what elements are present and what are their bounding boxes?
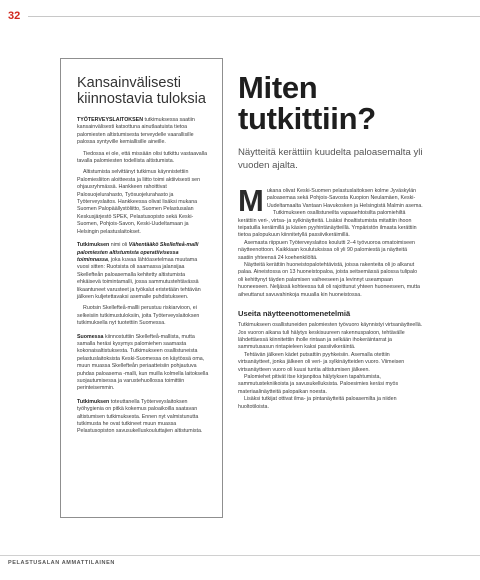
sidebar-box <box>60 58 223 518</box>
article-paragraph-5: Tutkimukseen osallistuneiden palomiesten työvuoro käynnistyi virtsanäytteellä. Jos vuoron aikana tuli hälytys keskisuureen rakennuspaloon, tehtävälle lähdettäessä kiinnitettiin iholle rintaan ja selkään ihokeräintarrat ja sammutusasun rintapieleen kaksi passiivikeräintä. <box>238 322 423 351</box>
sidebar-lead-word: TYÖTERVEYSLAITOKSEN <box>77 117 144 123</box>
article-paragraph-6: Tehtävän jälkeen kädet putsattiin pyyhkeisiin. Asemalla otettiin virtsanäytteet, jonka jälkeen oli veri- ja sylkinäytteiden vuoro. Viimeisen virtsanäytteen vuoro oli kuusi tuntia altistumisen jälkeen. <box>238 351 405 373</box>
sidebar-lead-word: Suomessa <box>77 333 104 340</box>
article-subheading: Useita näytteenottomenetelmiä <box>238 309 351 319</box>
article-title <box>238 72 423 134</box>
sidebar-paragraph-1-text: tutkimuksessa saatiin kansainvälisesti katsottuna ainutlaatuista tietoa palomiesten altistumisesta terveydelle vaarallisille palossa syntyville kemiallisille aineille. <box>77 117 195 146</box>
sidebar-paragraph-7-text: toteuttanella Työterveyslaitoksen työhygienia on pitkä kokemus paloaikoilla saatavan altistumisen tutkimuksesta. Ennen nyt valmistunutta tutkimusta he ovat tutkineet muun muassa Pelastusopiston savusukelluskouluttajien altistumista. <box>77 398 203 435</box>
article-lead: Näytteitä kerättiin kuudelta paloasemalta yli vuoden ajalta. <box>238 147 423 171</box>
sidebar-paragraph-5: Ruotsin Skellefteå-mallli perustuu riskiarvioon, ei selkeisiin tutkimustuloksiin, joita Työterveyslaitoksen tutkimuksella nyt tuotettiin Suomessa. <box>77 305 200 327</box>
article-title-line-2: tutkittiin? <box>238 101 376 136</box>
article-title-line-1: Miten <box>238 70 318 105</box>
article-paragraph-1 <box>238 183 423 218</box>
bottom-divider <box>0 555 480 556</box>
sidebar-paragraph-4 <box>77 242 210 301</box>
sidebar-paragraph-4-text: nimi oli <box>109 242 129 249</box>
sidebar-paragraph-6-text: kiinnostuttiin Skellefteå-mallista, mutta samalla heräsi kysymys palomiehen saamasta kokonaisaltistuksesta. Tutkimukseen osallistuneista pelastuslaitoksista Keski-Suomessa on käytössä oma, muun muassa Skellefteån periaatteisiin pohjautuva puhdas paloasema -malli, kun muilla kolmella laitoksella suojautumisessa ja varustehuollossa toimittiin perinteisemmin. <box>77 333 209 392</box>
sidebar-lead-word: Tutkimuksen <box>77 242 110 249</box>
page-number: 32 <box>8 10 21 22</box>
sidebar-lead-word: Tutkimuksen <box>77 398 110 405</box>
sidebar-paragraph-3: Altistumista selvittänyt tutkimus käynnistettiin Palomiesliiton aloitteesta ja liitto toimi aktiivisesti sen ohjausryhmässä. Hankkeen rahoittivat Palosuojelurahasto, Työsuojelurahasto ja Työterveyslaitos. Hankkeessa olivat lisäksi mukana Suomen Palopäällystöliitto, Suomen Pelastusalan Keskusjärjestö SPEK, Pelastusopisto sekä Keski-Suomen, Pohjois-Savon, Keski-Uudeltamaan ja Helsingin pelastuslaitokset. <box>77 169 201 235</box>
sidebar-paragraph-2: Tiedossa ei ole, että missään olisi tutkittu vastaavalla tavalla palomiesten todellista altistumista. <box>77 150 208 165</box>
sidebar-paragraph-6 <box>77 334 210 393</box>
study-name: Vähentääkö Skellefteå-malli palomiesten altistumista operatiivisessa toiminnassa <box>77 242 199 263</box>
top-divider <box>28 16 480 17</box>
footer-publication-name: PELASTUSALAN AMMATTILAINEN <box>8 560 115 566</box>
article-paragraph-7: Palomiehet pitivät itse kirjanpitoa hälytyksen tapahtumista, sammutustekniikoista ja savusukelluksista. Paloesimies keräsi myös materiaalinäytteitä palopaikan noesta. <box>238 373 399 395</box>
sidebar-title: Kansainvälisesti kiinnostavia tuloksia <box>77 75 206 107</box>
sidebar-paragraph-7 <box>77 399 210 436</box>
article <box>238 72 423 411</box>
article-paragraph-4: Näytteitä kerättiin huoneistopalotehtävistä, joissa rakenteita oli jo alkanut palaa. Aineistossa on 13 huoneistopaloa, joista seitsemässä palossa tulipalo oli kehittynyt täyden palamisen vaiheeseen ja levinnyt useampaan huoneeseen. Neljässä kohteessa tuli oli rajoittunut yhteen huoneeseen, mutta aiheuttanut savuvahinkoja muualla kin huoneistossa. <box>238 262 420 298</box>
article-paragraph-3: Asemasta riippuen Työterveyslaitos koulutti 2–4 työvuoroa omatoimiseen näytteenottoon. Kaikkiaan koulutuksissa oli yli 90 palomiestä ja näytteitä saatiin yhteensä 24 koehenkilöltä. <box>238 239 415 261</box>
article-paragraph-2: Tutkimukseen osallistuneilta vapaaehtoisilta palomiehiltä kerättiin veri-, virtsa- ja sylkinäytteitä. Lisäksi ihoaltistumista mitattiin ihoon teipatuilla keräimillä ja käsien pyyhintänäytteillä. Ympäristön ilmasta kerättiin tietoa palopukuun kiinnitetyllä passiivikeräimillä. <box>238 210 417 239</box>
article-paragraph-8: Lisäksi tutkijat ottivat ilma- ja pintanäytteitä paloasemilta ja niiden huoltotiloista. <box>238 396 397 410</box>
sidebar-paragraph-4-text-cont: , joka kuvaa lähtöasetelmaa muutama vuosi sitten: Ruotsista oli saamassa jalansijaa Skellefteån paloasemalla kehitetty altistumista ehkäisevä toimintamalli, jossa sammutustehtävässä likaantuneet varusteet ja työkalut eristetään tehtävän jälkeen kuljetettavaksi asemalle puhdistukseen. <box>77 256 201 300</box>
drop-cap: M <box>238 183 264 218</box>
article-paragraph-1-text: ukana olivat Keski-Suomen pelastuslaitoksen kolme Jyväskylän paloasemaa sekä Pohjois-Savosta Kuopion Neulamäen, Keski-Uudeltamaalta Vantaan Havukosken ja Helsingistä Malmin asema. <box>266 188 423 209</box>
sidebar-paragraph-1 <box>77 117 210 147</box>
